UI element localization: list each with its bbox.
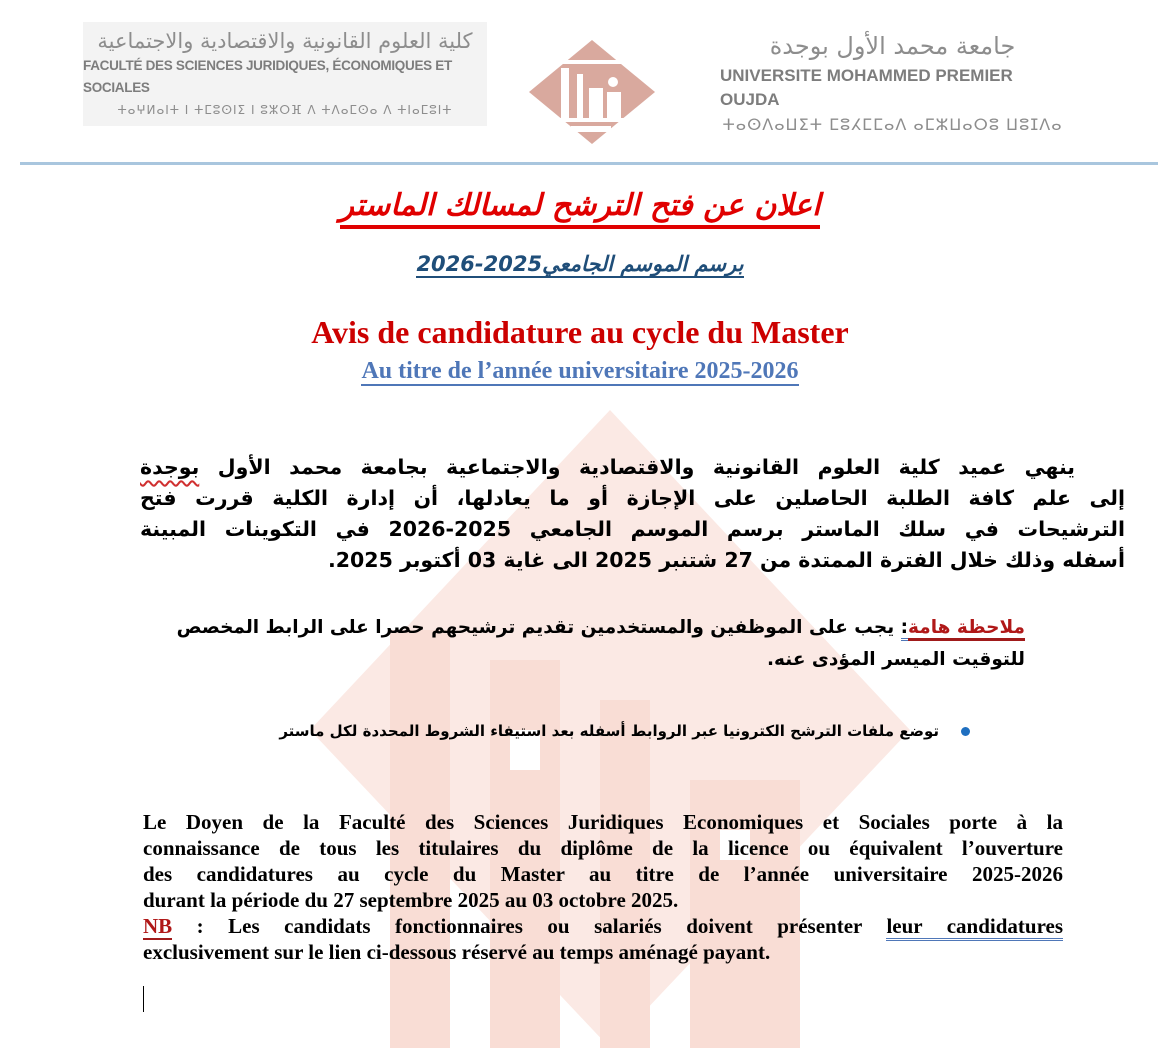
french-title: Avis de candidature au cycle du Master [311, 314, 849, 350]
university-name-tifinagh: ⵜⴰⵙⴷⴰⵡⵉⵜ ⵎⵓⵃⵎⵎⴰⴷ ⴰⵎⵣⵡⴰⵔⵓ ⵡⵓⵊⴷⴰ [722, 115, 1063, 134]
header-divider [20, 162, 1158, 165]
arabic-subtitle [380, 252, 780, 276]
bullet-text: توضع ملفات الترشح الكترونيا عبر الروابط أسفله بعد استيفاء الشروط المحددة لكل ماستر [279, 722, 939, 740]
french-line-4: durant la période du 27 septembre 2025 au 03 octobre 2025. [143, 888, 679, 912]
arabic-line-1 [140, 452, 1125, 483]
arabic-title-text: اعلان عن فتح الترشح لمسالك الماستر [340, 188, 821, 229]
text-cursor [143, 986, 144, 1012]
faculty-logo [83, 22, 487, 126]
arabic-title [300, 188, 860, 223]
arabic-bullet-item [200, 716, 970, 746]
note-line-1 [140, 612, 1025, 644]
french-line-3: des candidatures au cycle du Master au titre de l’année universitaire 2025-2026 [143, 862, 1063, 886]
note-colon: : [901, 617, 908, 641]
note-line-2: للتوقيت الميسر المؤدى عنه. [767, 649, 1025, 670]
french-nb-line [143, 913, 1063, 939]
arabic-line-1-text: ينهي عميد كلية العلوم القانونية والاقتصادية والاجتماعية بجامعة محمد الأول [217, 455, 1076, 479]
french-subtitle [250, 358, 910, 385]
arabic-announcement-paragraph [140, 452, 1125, 576]
note-label: ملاحظة هامة [908, 617, 1025, 641]
university-name-french: UNIVERSITE MOHAMMED PREMIER OUJDA [720, 66, 1013, 109]
faculty-name-arabic: كلية العلوم القانونية والاقتصادية والاجتماعية [97, 29, 473, 53]
arabic-subtitle-text: برسم الموسم الجامعي2025-2026 [416, 252, 744, 276]
french-line-1: Le Doyen de la Faculté des Sciences Juridiques Economiques et Sociales porte à la [143, 810, 1063, 834]
arabic-line-3: الترشيحات في سلك الماستر برسم الموسم الجامعي 2025-2026 في التكوينات المبينة [140, 517, 1125, 541]
french-line-2: connaissance de tous les titulaires du diplôme de la licence ou équivalent l’ouverture [143, 836, 1063, 860]
nb-text: : Les candidats fonctionnaires ou salariés doivent présenter [172, 914, 887, 938]
university-logo [720, 28, 1065, 134]
arabic-line-4: أسفله وذلك خلال الفترة الممتدة من 27 شتنبر 2025 الى غاية 03 أكتوبر 2025. [327, 548, 1125, 572]
university-emblem-icon [527, 38, 657, 146]
french-nb-line-2: exclusivement sur le lien ci-dessous réservé au temps aménagé payant. [143, 940, 771, 964]
french-subtitle-text: Au titre de l’année universitaire 2025-2026 [361, 358, 799, 384]
arabic-line-2: إلى علم كافة الطلبة الحاصلين على الإجازة أو ما يعادلها، أن إدارة الكلية قررت فتح [140, 486, 1125, 510]
nb-label: NB [143, 914, 173, 938]
french-announcement-paragraph [143, 809, 1063, 965]
bullet-icon [961, 727, 970, 736]
university-name-arabic: جامعة محمد الأول بوجدة [769, 32, 1016, 60]
nb-link-text[interactable]: leur candidatures [886, 914, 1063, 941]
faculty-name-tifinagh: ⵜⴰⵖⵍⴰⵏⵜ ⵏ ⵜⵎⵓⵙⵏⵉ ⵏ ⵓⵣⵔⴼ ⴷ ⵜⴷⴰⵎⵙⴰ ⴷ ⵜⵏⴰⵎⵓⵏⵜ [117, 103, 453, 117]
faculty-name-french: FACULTÉ DES SCIENCES JURIDIQUES, ÉCONOMIQUES ET SOCIALES [83, 58, 452, 95]
note-text-1: يجب على الموظفين والمستخدمين تقديم ترشيحهم حصرا على الرابط المخصص [176, 617, 901, 638]
arabic-important-note [140, 612, 1025, 676]
spellcheck-flagged-word[interactable]: بوجدة [140, 455, 200, 479]
